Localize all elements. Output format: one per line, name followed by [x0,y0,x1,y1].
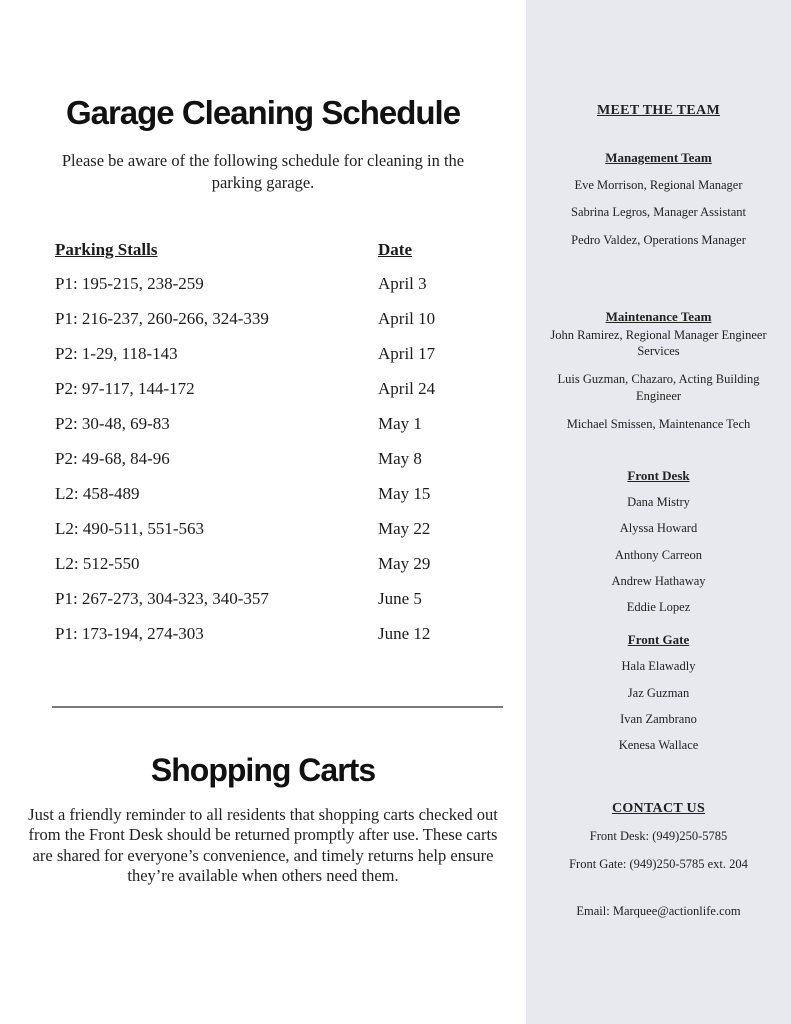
date-cell: May 8 [378,448,422,468]
team-section-front-gate [540,632,777,753]
table-row [55,415,475,432]
table-row [55,625,475,642]
table-header-row [55,241,475,258]
contact-us-section [540,801,777,919]
date-cell: June 12 [378,623,431,643]
team-member: Jaz Guzman [627,685,690,700]
team-member: Michael Smissen, Maintenance Tech [566,416,751,431]
cleaning-schedule-table [55,241,475,642]
team-section-maintenance [540,309,777,432]
sidebar [526,0,791,1024]
table-row [55,450,475,467]
date-cell: June 5 [378,588,422,608]
team-member: Alyssa Howard [619,521,698,536]
table-row [55,520,475,537]
table-row [55,590,475,607]
table-row [55,485,475,502]
table-row [55,380,475,397]
date-cell: May 22 [378,518,431,538]
stalls-cell: P1: 216-237, 260-266, 324-339 [55,308,269,328]
team-member: Luis Guzman, Chazaro, Acting Building Engineer [557,372,760,403]
intro-text: Please be aware of the following schedule for cleaning in the parking garage. [61,151,465,193]
section-divider [52,706,503,708]
page-title: Garage Cleaning Schedule [65,94,461,131]
contact-us-heading: CONTACT US [611,801,706,817]
table-row [55,275,475,292]
date-cell: April 3 [378,273,427,293]
table-row [55,555,475,572]
date-cell: May 15 [378,483,431,503]
team-heading: Front Desk [627,468,690,483]
stalls-cell: P1: 267-273, 304-323, 340-357 [55,588,269,608]
date-cell: April 24 [378,378,436,398]
team-section-front-desk [540,468,777,615]
team-member: Hala Elawadly [621,659,696,674]
stalls-cell: P2: 49-68, 84-96 [55,448,170,468]
table-row [55,345,475,362]
contact-email: Email: Marquee@actionlife.com [576,903,741,918]
contact-front-desk-phone: Front Desk: (949)250-5785 [589,829,728,844]
team-heading: Maintenance Team [605,308,712,324]
team-heading: Front Gate [627,632,690,648]
date-cell: May 29 [378,553,431,573]
stalls-cell: L2: 458-489 [55,483,140,503]
team-member: John Ramirez, Regional Manager Engineer Services [550,327,767,358]
stalls-cell: P1: 173-194, 274-303 [55,623,204,643]
team-member: Andrew Hathaway [611,573,706,588]
column-header-parking-stalls: Parking Stalls [55,239,158,259]
stalls-cell: P1: 195-215, 238-259 [55,273,204,293]
stalls-cell: P2: 30-48, 69-83 [55,413,170,433]
stalls-cell: P2: 97-117, 144-172 [55,378,195,398]
team-member: Anthony Carreon [614,547,703,562]
team-member: Ivan Zambrano [620,711,697,726]
meet-the-team-heading: MEET THE TEAM [597,103,720,118]
shopping-carts-title: Shopping Carts [150,751,376,788]
date-cell: May 1 [378,413,422,433]
team-heading: Management Team [605,150,712,165]
stalls-cell: L2: 490-511, 551-563 [55,518,205,538]
date-cell: April 10 [378,308,436,328]
team-member: Pedro Valdez, Operations Manager [571,232,746,247]
contact-front-gate-phone: Front Gate: (949)250-5785 ext. 204 [569,856,748,871]
team-member: Eddie Lopez [626,600,691,614]
stalls-cell: L2: 512-550 [55,553,140,573]
team-member: Dana Mistry [627,495,690,509]
date-cell: April 17 [378,343,436,363]
team-member: Eve Morrison, Regional Manager [574,178,743,192]
shopping-carts-text: Just a friendly reminder to all residents that shopping carts checked out from the Front Desk should be returned promptly after use. These carts are shared for everyone’s convenience, and timely returns help ensure they’re available when others need them. [28,804,498,886]
table-row [55,310,475,327]
team-member: Kenesa Wallace [618,738,699,752]
stalls-cell: P2: 1-29, 118-143 [55,343,178,363]
column-header-date: Date [378,239,412,259]
team-member: Sabrina Legros, Manager Assistant [571,205,746,220]
team-section-management [540,150,777,248]
